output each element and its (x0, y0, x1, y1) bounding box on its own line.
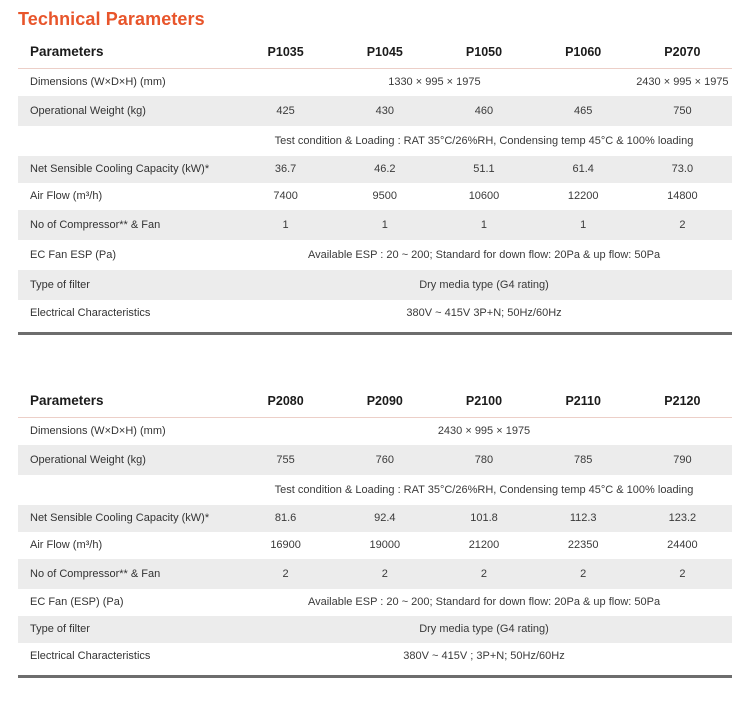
row-value: 1 (335, 210, 434, 240)
row-value: 22350 (534, 532, 633, 559)
row-value: 10600 (434, 183, 533, 210)
row-label: Type of filter (18, 270, 236, 300)
table-2-col-model-5: P2120 (664, 394, 701, 408)
row-label: Type of filter (18, 616, 236, 643)
row-label (18, 475, 236, 505)
row-value: 1 (434, 210, 533, 240)
row-label: Dimensions (W×D×H) (mm) (18, 69, 236, 96)
row-value: 755 (236, 445, 335, 475)
table-1-bottom-rule (18, 332, 732, 335)
row-value: 2430 × 995 × 1975 (236, 418, 732, 445)
row-value: 2 (534, 559, 633, 589)
test-condition-note: Test condition & Loading : RAT 35°C/26%RH, Condensing temp 45°C & 100% loading (236, 475, 732, 505)
table-row (18, 156, 732, 183)
table-2-col-model-2: P2090 (366, 394, 403, 408)
row-value: 7400 (236, 183, 335, 210)
row-label: Air Flow (m³/h) (18, 183, 236, 210)
row-value: 750 (633, 96, 732, 126)
table-row (18, 126, 732, 156)
row-value: Available ESP : 20 ~ 200; Standard for down flow: 20Pa & up flow: 50Pa (236, 240, 732, 270)
row-label: Operational Weight (kg) (18, 445, 236, 475)
row-value: 16900 (236, 532, 335, 559)
row-value: 1 (236, 210, 335, 240)
spec-table-1 (18, 44, 732, 327)
row-label: Net Sensible Cooling Capacity (kW)* (18, 156, 236, 183)
table-1-col-model-5: P2070 (664, 45, 701, 59)
row-value: 21200 (434, 532, 533, 559)
row-value: 430 (335, 96, 434, 126)
row-value: 760 (335, 445, 434, 475)
table-row (18, 616, 732, 643)
row-value: 380V ~ 415V ; 3P+N; 50Hz/60Hz (236, 643, 732, 670)
table-2-header-row (18, 393, 732, 418)
table-row (18, 418, 732, 445)
table-1-header-row (18, 44, 732, 69)
table-2-col-model-4: P2110 (565, 394, 601, 408)
row-label: EC Fan ESP (Pa) (18, 240, 236, 270)
table-row (18, 475, 732, 505)
table-row (18, 505, 732, 532)
row-value: 9500 (335, 183, 434, 210)
page-title: Technical Parameters (18, 9, 205, 29)
row-value: 1330 × 995 × 1975 (236, 69, 633, 96)
row-value: 51.1 (434, 156, 533, 183)
row-value: 101.8 (434, 505, 533, 532)
row-value: 14800 (633, 183, 732, 210)
row-value: 1 (534, 210, 633, 240)
row-value: 425 (236, 96, 335, 126)
table-row (18, 559, 732, 589)
row-label: Operational Weight (kg) (18, 96, 236, 126)
row-label (18, 126, 236, 156)
spec-table-2-block (18, 393, 732, 678)
row-value: Dry media type (G4 rating) (236, 270, 732, 300)
table-row (18, 300, 732, 327)
table-row (18, 532, 732, 559)
row-value: 2 (633, 559, 732, 589)
spec-table-1-block (18, 44, 732, 335)
row-value: 19000 (335, 532, 434, 559)
row-label: Electrical Characteristics (18, 643, 236, 670)
table-1-col-model-3: P1050 (465, 45, 503, 59)
row-value: 785 (534, 445, 633, 475)
table-row (18, 183, 732, 210)
table-2-col-model-3: P2100 (465, 394, 503, 408)
row-value: 2 (633, 210, 732, 240)
row-label: No of Compressor** & Fan (18, 210, 236, 240)
table-row (18, 589, 732, 616)
row-label: Dimensions (W×D×H) (mm) (18, 418, 236, 445)
row-value: 380V ~ 415V 3P+N; 50Hz/60Hz (236, 300, 732, 327)
table-row (18, 445, 732, 475)
row-label: Net Sensible Cooling Capacity (kW)* (18, 505, 236, 532)
table-1-col-parameters: Parameters (30, 44, 104, 59)
row-value: 36.7 (236, 156, 335, 183)
row-value: 24400 (633, 532, 732, 559)
table-row (18, 643, 732, 670)
table-2-col-parameters: Parameters (30, 393, 104, 408)
row-label: No of Compressor** & Fan (18, 559, 236, 589)
row-value: 790 (633, 445, 732, 475)
row-value: 73.0 (633, 156, 732, 183)
row-value: 61.4 (534, 156, 633, 183)
row-value: 2 (236, 559, 335, 589)
row-value: 460 (434, 96, 533, 126)
table-1-col-model-4: P1060 (565, 45, 602, 59)
row-value: Available ESP : 20 ~ 200; Standard for down flow: 20Pa & up flow: 50Pa (236, 589, 732, 616)
table-1-col-model-1: P1035 (267, 45, 304, 59)
row-value: 46.2 (335, 156, 434, 183)
table-row (18, 270, 732, 300)
row-value: 12200 (534, 183, 633, 210)
row-label: Electrical Characteristics (18, 300, 236, 327)
table-row (18, 69, 732, 96)
row-value: 81.6 (236, 505, 335, 532)
row-value: 465 (534, 96, 633, 126)
spec-table-2 (18, 393, 732, 670)
row-value: 780 (434, 445, 533, 475)
row-value: 2430 × 995 × 1975 (633, 69, 732, 96)
row-value: 92.4 (335, 505, 434, 532)
table-row (18, 210, 732, 240)
table-row (18, 96, 732, 126)
test-condition-note: Test condition & Loading : RAT 35°C/26%RH, Condensing temp 45°C & 100% loading (236, 126, 732, 156)
row-value: 123.2 (633, 505, 732, 532)
row-value: 2 (434, 559, 533, 589)
table-2-col-model-1: P2080 (267, 394, 304, 408)
table-row (18, 240, 732, 270)
row-label: Air Flow (m³/h) (18, 532, 236, 559)
row-value: 2 (335, 559, 434, 589)
table-1-col-model-2: P1045 (366, 45, 403, 59)
row-value: 112.3 (534, 505, 633, 532)
row-value: Dry media type (G4 rating) (236, 616, 732, 643)
row-label: EC Fan (ESP) (Pa) (18, 589, 236, 616)
table-2-bottom-rule (18, 675, 732, 678)
